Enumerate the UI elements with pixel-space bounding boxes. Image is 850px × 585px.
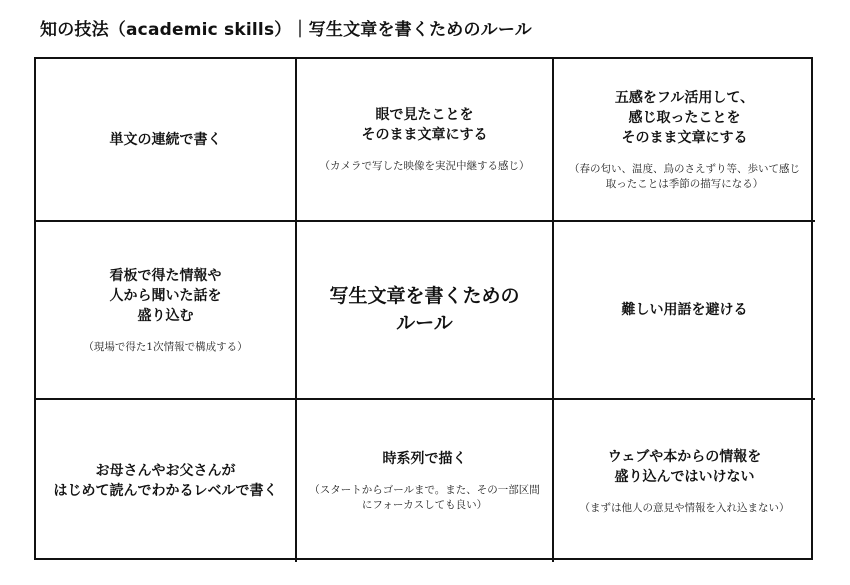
rule-title: ウェブや本からの情報を 盛り込んではいけない [607, 448, 762, 485]
rule-cell-chronological [297, 400, 554, 562]
rule-title: 時系列で描く [382, 451, 467, 467]
rules-grid [34, 57, 813, 560]
center-theme-cell [297, 222, 554, 400]
rule-note: （現場で得た1次情報で構成する） [83, 340, 248, 353]
rule-cell-simple-sentences [36, 59, 297, 222]
center-theme-title: 写生文章を書くための ルール [329, 285, 520, 334]
rule-title: 難しい用語を避ける [621, 302, 748, 318]
rule-title: 眼で見たことを そのまま文章にする [361, 107, 488, 143]
rule-title: 単文の連続で書く [109, 131, 222, 148]
rule-cell-readable-by-parents [36, 400, 297, 562]
rule-cell-avoid-jargon [554, 222, 815, 400]
rule-note: （カメラで写した映像を実況中継する感じ） [319, 160, 530, 172]
rule-cell-five-senses [554, 59, 815, 222]
rule-cell-write-what-you-see [297, 59, 554, 222]
rule-title: お母さんやお父さんが はじめて読んでわかるレベルで書く [53, 463, 278, 499]
rule-cell-onsite-info [36, 222, 297, 400]
page-title: 知の技法（academic skills）｜写生文章を書くためのルール [40, 20, 532, 40]
rule-title: 五感をフル活用して、 感じ取ったことを そのまま文章にする [614, 89, 755, 146]
rule-title: 看板で得た情報や 人から聞いた話を 盛り込む [109, 267, 222, 324]
rule-note: （スタートからゴールまで。また、その一部区間 にフォーカスしても良い） [309, 484, 540, 511]
rule-cell-no-web-sources [554, 400, 815, 562]
rule-note: （春の匂い、温度、鳥のさえずり等、歩いて感じ 取ったことは季節の描写になる） [569, 162, 800, 190]
rule-note: （まずは他人の意見や情報を入れ込まない） [579, 501, 790, 514]
